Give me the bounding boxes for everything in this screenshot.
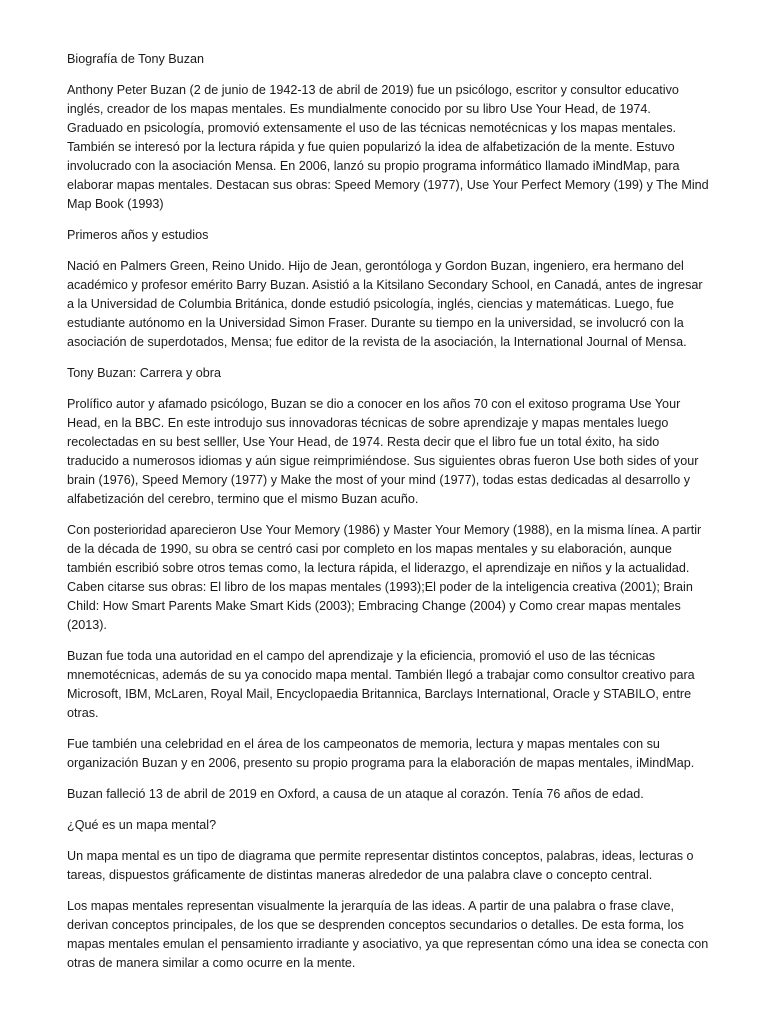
paragraph-career-1: Prolífico autor y afamado psicólogo, Buzan se dio a conocer en los años 70 con el exitoso programa Use Your Head, en la BBC. En este introdujo sus innovadoras técnicas de sobre aprendizaje y mapas mentales luego recolectadas en su best selller, Use Your Head, de 1974. Resta decir que el libro fue un total éxito, ha sido traducido a numerosos idiomas y aún sigue reimprimiéndose. Sus siguientes obras fueron Use both sides of your brain (1976), Speed Memory (1977) y Make the most of your mind (1977), todas estas dedicadas al desarrollo y alfabetización del cerebro, termino que el mismo Buzan acuño. xyxy=(67,397,699,506)
section-heading-early-years: Primeros años y estudios xyxy=(67,228,209,242)
paragraph-career-3: Buzan fue toda una autoridad en el campo del aprendizaje y la eficiencia, promovió el uso de las técnicas mnemotécnicas, además de su ya conocido mapa mental. También llegó a trabajar como consultor creativo para Microsoft, IBM, McLaren, Royal Mail, Encyclopaedia Britannica, Barclays International, Oracle y STABILO, entre otras. xyxy=(67,649,695,720)
paragraph-career-4: Fue también una celebridad en el área de los campeonatos de memoria, lectura y mapas mentales con su organización Buzan y en 2006, presento su propio programa para la elaboración de mapas mentales, iMindMap. xyxy=(67,737,695,770)
paragraph-early-years: Nació en Palmers Green, Reino Unido. Hijo de Jean, gerontóloga y Gordon Buzan, ingeniero, era hermano del académico y profesor emérito Barry Buzan. Asistió a la Kitsilano Secondary School, en Canadá, antes de ingresar a la Universidad de Columbia Británica, donde estudió psicología, inglés, ciencias y matemáticas. Luego, fue estudiante autónomo en la Universidad Simon Fraser. Durante su tiempo en la universidad, se involucró con la asociación de superdotados, Mensa; fue editor de la revista de la asociación, la International Journal of Mensa. xyxy=(67,259,703,349)
section-heading-mind-map: ¿Qué es un mapa mental? xyxy=(67,818,217,832)
paragraph-mind-map-1: Un mapa mental es un tipo de diagrama que permite representar distintos conceptos, palabras, ideas, lecturas o tareas, dispuestos gráficamente de distintas maneras alrededor de una palabra clave o concepto central. xyxy=(67,849,694,882)
section-heading-career: Tony Buzan: Carrera y obra xyxy=(67,366,221,380)
paragraph-career-5: Buzan falleció 13 de abril de 2019 en Oxford, a causa de un ataque al corazón. Tenía 76 años de edad. xyxy=(67,787,644,801)
paragraph-career-2: Con posterioridad aparecieron Use Your Memory (1986) y Master Your Memory (1988), en la misma línea. A partir de la década de 1990, su obra se centró casi por completo en los mapas mentales y su elaboración, aunque también escribió sobre otros temas como, la lectura rápida, el liderazgo, el aprendizaje en niños y la actualidad. Caben citarse sus obras: El libro de los mapas mentales (1993);El poder de la inteligencia creativa (2001); Brain Child: How Smart Parents Make Smart Kids (2003); Embracing Change (2004) y Como crear mapas mentales (2013). xyxy=(67,523,702,632)
paragraph-mind-map-2: Los mapas mentales representan visualmente la jerarquía de las ideas. A partir de una palabra o frase clave, derivan conceptos principales, de los que se desprenden conceptos secundarios o detalles. De esta forma, los mapas mentales emulan el pensamiento irradiante y asociativo, ya que representan cómo una idea se conecta con otras de manera similar a como ocurre en la mente. xyxy=(67,899,709,970)
intro-paragraph: Anthony Peter Buzan (2 de junio de 1942-13 de abril de 2019) fue un psicólogo, escritor y consultor educativo inglés, creador de los mapas mentales. Es mundialmente conocido por su libro Use Your Head, de 1974. Graduado en psicología, promovió extensamente el uso de las técnicas nemotécnicas y los mapas mentales. También se interesó por la lectura rápida y fue quien popularizó la idea de alfabetización de la mente. Estuvo involucrado con la asociación Mensa. En 2006, lanzó su propio programa informático llamado iMindMap, para elaborar mapas mentales. Destacan sus obras: Speed Memory (1977), Use Your Perfect Memory (199) y The Mind Map Book (1993) xyxy=(67,83,709,211)
document-page xyxy=(67,50,709,985)
document-title: Biografía de Tony Buzan xyxy=(67,52,204,66)
